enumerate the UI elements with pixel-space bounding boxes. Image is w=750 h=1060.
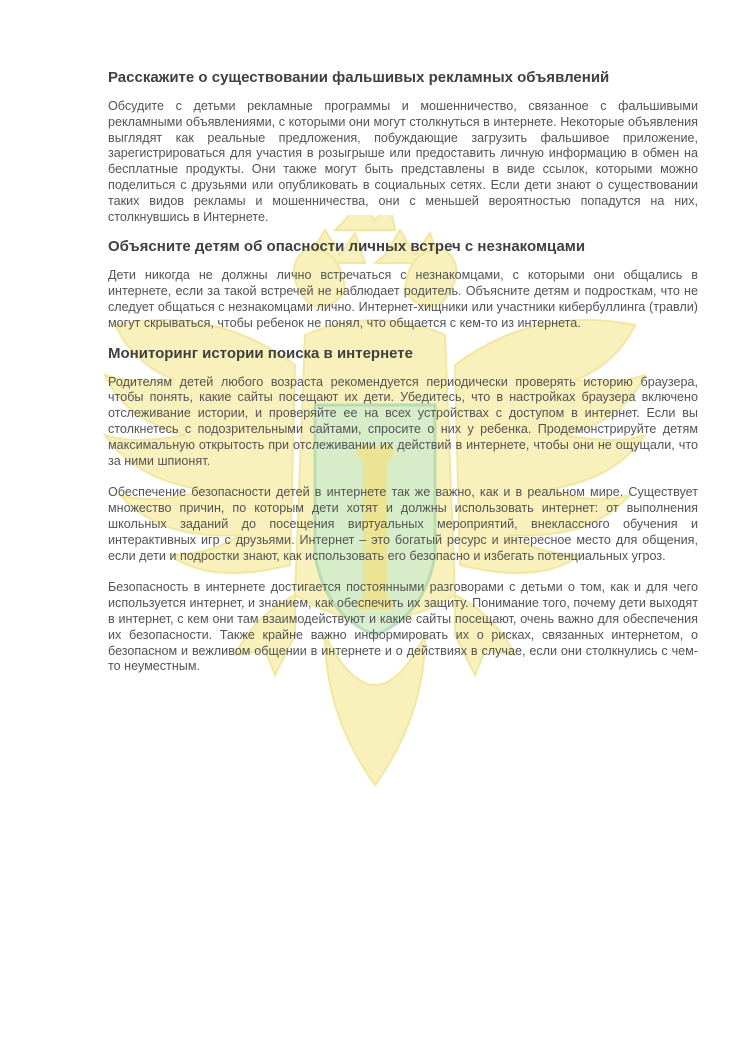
section-paragraph: Родителям детей любого возраста рекомендуется периодически проверять историю браузера, чтобы понять, какие сайты посещают их дети. Убедитесь, что в настройках браузера включено отслеживание истории, и проверяйте ее на всех устройствах с доступом в интернет. Если вы столкнетесь с подозрительными сайтами, спросите о них у ребенка. Продемонстрируйте детям максимальную открытость при отслеживании их действий в интернете, чтобы они не ощущали, что за ними шпионят. <box>108 374 698 468</box>
section-paragraph: Обсудите с детьми рекламные программы и мошенничество, связанное с фальшивыми рекламными объявлениями, с которыми они могут столкнуться в интернете. Некоторые объявления выглядят как реальные предложения, побуждающие загрузить фальшивое приложение, зарегистрироваться для участия в розыгрыше или предоставить личную информацию в обмен на бесплатные продукты. Они также могут быть представлены в виде ссылок, которыми можно поделиться с друзьями или опубликовать в социальных сетях. Если дети знают о существовании таких видов рекламы и мошенничества, они с меньшей вероятностью попадутся на них, столкнувшись в Интернете. <box>108 99 698 224</box>
section-heading: Мониторинг истории поиска в интернете <box>108 344 413 362</box>
section-heading: Расскажите о существовании фальшивых рекламных объявлений <box>108 69 610 86</box>
document-body <box>108 68 698 687</box>
section-paragraph: Обеспечение безопасности детей в интернете так же важно, как и в реальном мире. Существует множество причин, по которым дети хотят и должны использовать интернет: от выполнения школьных заданий до посещения виртуальных мероприятий, внеклассного обучения и интерактивных игр с друзьями. Интернет – это богатый ресурс и интересное место для общения, если дети и подростки знают, как использовать его безопасно и избегать потенциальных угроз. <box>108 485 698 563</box>
section-paragraph: Безопасность в интернете достигается постоянными разговорами с детьми о том, как и для чего используется интернет, и знанием, как обеспечить их защиту. Понимание того, почему дети выходят в интернет, с кем они там взаимодействуют и какие сайты посещают, очень важно для обеспечения их безопасности. Также крайне важно информировать их о рисках, связанных интернетом, о безопасном и вежливом общении в интернете и о действиях в случае, если они столкнулись с чем-то неуместным. <box>108 580 698 674</box>
section-paragraph: Дети никогда не должны лично встречаться с незнакомцами, с которыми они общались в интернете, если за такой встречей не наблюдает родитель. Объясните детям и подросткам, что не следует общаться с незнакомцами лично. Интернет-хищники или участники кибербуллинга (травли) могут скрываться, чтобы ребенок не понял, что общается с кем-то из интернета. <box>108 268 698 330</box>
section-heading: Объясните детям об опасности личных встреч с незнакомцами <box>108 238 586 256</box>
